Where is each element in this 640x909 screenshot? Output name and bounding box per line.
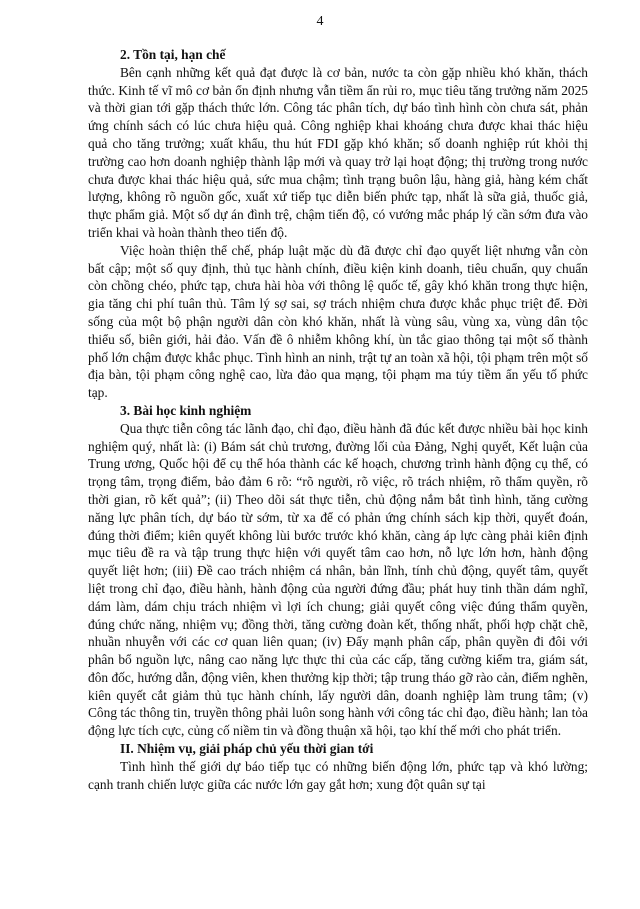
section-heading-tasks: II. Nhiệm vụ, giải pháp chủ yếu thời gian tới [120, 741, 374, 757]
page-number: 4 [316, 14, 324, 29]
section-heading-limitations: 2. Tồn tại, hạn chế [120, 47, 226, 62]
paragraph-lessons: Qua thực tiễn công tác lãnh đạo, chỉ đạo, điều hành đã đúc kết được nhiều bài học kinh nghiệm quý, nhất là: (i) Bám sát chủ trương, đường lối của Đảng, Nghị quyết, Kết luận của Trung ương, Quốc hội để cụ thể hóa thành các kế hoạch, chương trình hành động cụ thể, có trọng tâm, trọng điểm, bảo đảm 6 rõ: “rõ người, rõ việc, rõ trách nhiệm, rõ thẩm quyền, rõ thời gian, rõ kết quả”; (ii) Theo dõi sát thực tiễn, chủ động nắm bắt tình hình, tăng cường năng lực phân tích, dự báo từ sớm, từ xa để có phản ứng chính sách kịp thời, quyết đoán, đúng thời điểm; kiên quyết không lùi bước trước khó khăn, càng áp lực càng phải kiên định mục tiêu đề ra và tập trung thực hiện với quyết tâm cao hơn, nỗ lực lớn hơn, hành động quyết liệt hơn; (iii) Đề cao trách nhiệm cá nhân, bản lĩnh, tính chủ động, quyết tâm, quyết liệt trong chỉ đạo, điều hành, hành động của người đứng đầu; phát huy tinh thần dám nghĩ, dám làm, dám chịu trách nhiệm vì lợi ích chung; giải quyết công việc đúng thẩm quyền, đúng chức năng, nhiệm vụ; đồng thời, tăng cường đoàn kết, thống nhất, phối hợp chặt chẽ, nhuần nhuyễn với các cơ quan liên quan; (iv) Đẩy mạnh phân cấp, phân quyền đi đôi với phân bổ nguồn lực, nâng cao năng lực thực thi của các cấp, tăng cường kiểm tra, giám sát, đôn đốc, hướng dẫn, động viên, khen thưởng kịp thời; tập trung tháo gỡ rào cản, điểm nghẽn, kiên quyết cắt giảm thủ tục hành chính, lấy người dân, doanh nghiệp làm trung tâm; (v) Công tác thông tin, truyền thông phải luôn song hành với công tác chỉ đạo, điều hành; lan tỏa động lực tích cực, củng cố niềm tin và đồng thuận xã hội, tạo khí thế mới cho phát triển. [88, 420, 588, 739]
document-body [88, 46, 588, 793]
paragraph-limitations-institutions: Việc hoàn thiện thể chế, pháp luật mặc dù đã được chỉ đạo quyết liệt nhưng vẫn còn bất cập; một số quy định, thủ tục hành chính, điều kiện kinh doanh, tiêu chuẩn, quy chuẩn còn chồng chéo, phức tạp, chưa hài hòa với thông lệ quốc tế, gây khó khăn trong thực hiện, gia tăng chi phí tuân thủ. Tâm lý sợ sai, sợ trách nhiệm chưa được khắc phục triệt để. Đời sống của một bộ phận người dân còn khó khăn, nhất là vùng sâu, vùng xa, vùng dân tộc thiểu số, biên giới, hải đảo. Vấn đề ô nhiễm không khí, ùn tắc giao thông tại một số thành phố lớn chậm được khắc phục. Tình hình an ninh, trật tự an toàn xã hội, tội phạm trên một số địa bàn, tội phạm công nghệ cao, lừa đảo qua mạng, tội phạm ma túy tiềm ẩn yếu tố phức tạp. [88, 242, 588, 401]
section-heading-lessons: 3. Bài học kinh nghiệm [120, 402, 252, 418]
paragraph-tasks-intro: Tình hình thế giới dự báo tiếp tục có những biến động lớn, phức tạp và khó lường; cạnh tranh chiến lược giữa các nước lớn gay gắt hơn; xung đột quân sự tại [88, 758, 588, 792]
paragraph-limitations-economy: Bên cạnh những kết quả đạt được là cơ bản, nước ta còn gặp nhiều khó khăn, thách thức. Kinh tế vĩ mô cơ bản ổn định nhưng vẫn tiềm ẩn rủi ro, mục tiêu tăng trưởng năm 2025 và thời gian tới gặp thách thức lớn. Công tác phân tích, dự báo tình hình còn chưa sát, phản ứng chính sách có lúc chưa hiệu quả. Công nghiệp khai khoáng chưa được khai thác hiệu quả cho tăng trưởng; xuất khẩu, thu hút FDI gặp khó khăn; số doanh nghiệp rút khỏi thị trường cao hơn doanh nghiệp thành lập mới và quay trở lại hoạt động; thị trường trong nước chưa được khai thác hiệu quả, sức mua chậm; tình trạng buôn lậu, hàng giả, hàng kém chất lượng, không rõ nguồn gốc, xuất xứ tiếp tục diễn biến phức tạp, nhất là sữa giả, thuốc giả, thực phẩm giả. Một số dự án đình trệ, chậm tiến độ, có vướng mắc pháp lý cần sớm đưa vào triển khai và hoàn thành theo tiến độ. [88, 64, 588, 240]
